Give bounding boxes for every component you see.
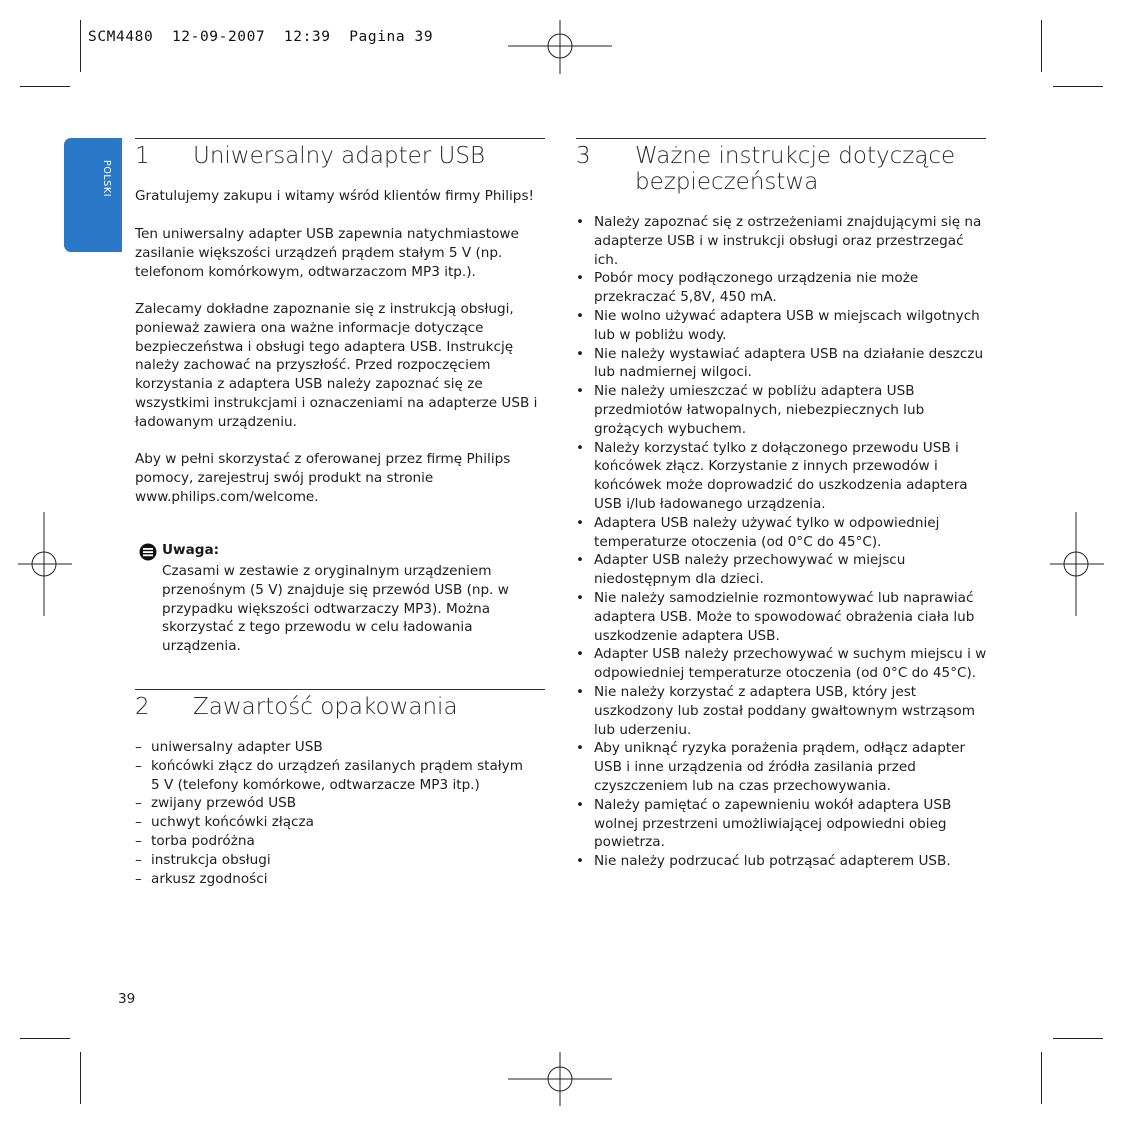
section2-number: 2: [135, 694, 150, 720]
list-item: • Należy korzystać tylko z dołączonego przewodu USB i końcówek złącz. Korzystanie z innych przewodów i końcówek może doprowadzić do uszkodzenia adaptera USB i/lub ładowanego urządzenia.: [576, 439, 988, 514]
list-item: • Nie należy podrzucać lub potrząsać adapterem USB.: [576, 852, 988, 871]
registration-mark-top: [508, 20, 612, 74]
list-item: • Nie należy samodzielnie rozmontowywać lub naprawiać adaptera USB. Może to spowodować obrażenia ciała lub uszkodzenie adaptera USB.: [576, 589, 988, 645]
list-item: • Adapter USB należy przechowywać w suchym miejscu i w odpowiedniej temperaturze otoczenia (od 0°C do 45°C).: [576, 645, 988, 683]
section3-rule: [576, 138, 986, 139]
section1-number: 1: [135, 143, 150, 169]
registration-mark-left: [18, 512, 72, 616]
list-item: • Pobór mocy podłączonego urządzenia nie może przekraczać 5,8V, 450 mA.: [576, 269, 988, 307]
list-item: • Adaptera USB należy używać tylko w odpowiedniej temperaturze otoczenia (od 0°C do 45°C).: [576, 514, 988, 552]
list-item: – zwijany przewód USB: [135, 794, 530, 813]
language-tab: [64, 138, 122, 252]
print-header: SCM4480 12-09-2007 12:39 Pagina 39: [88, 29, 434, 45]
section2-rule: [135, 689, 545, 690]
language-tab-label: POLSKI: [101, 160, 112, 198]
safety-list: [576, 213, 988, 871]
section1-paragraph: Aby w pełni skorzystać z oferowanej przez firmę Philips pomocy, zarejestruj swój produkt na stronie www.philips.com/welcome.: [135, 451, 511, 505]
list-item: – instrukcja obsługi: [135, 851, 530, 870]
list-item: • Nie należy korzystać z adaptera USB, który jest uszkodzony lub został poddany gwałtownym wstrząsom lub uderzeniu.: [576, 683, 988, 739]
section1-paragraph: Gratulujemy zakupu i witamy wśród klientów firmy Philips!: [135, 188, 534, 204]
note-text: Czasami w zestawie z oryginalnym urządzeniem przenośnym (5 V) znajduje się przewód USB (np. w przypadku większości odtwarzaczy MP3). Można skorzystać z tego przewodu w celu ładowania urządzenia.: [162, 563, 509, 655]
section3-title-line2: bezpieczeństwa: [635, 169, 819, 195]
list-item: • Aby uniknąć ryzyka porażenia prądem, odłącz adapter USB i inne urządzenia od źródła zasilania przed czyszczeniem lub na czas przechowywania.: [576, 739, 988, 795]
section2-title: Zawartość opakowania: [193, 694, 458, 720]
section1-title: Uniwersalny adapter USB: [193, 143, 486, 169]
list-item: • Adapter USB należy przechowywać w miejscu niedostępnym dla dzieci.: [576, 551, 988, 589]
section3-title-line1: Ważne instrukcje dotyczące: [635, 143, 956, 169]
page-number: 39: [118, 991, 136, 1007]
list-item: • Należy pamiętać o zapewnieniu wokół adaptera USB wolnej przestrzeni umożliwiającej odpowiedni obieg powietrza.: [576, 796, 988, 852]
section3-number: 3: [576, 143, 591, 169]
registration-mark-right: [1050, 512, 1104, 616]
note-icon: [139, 543, 157, 561]
list-item: – uchwyt końcówki złącza: [135, 813, 530, 832]
contents-list: [135, 738, 530, 888]
list-item: – torba podróżna: [135, 832, 530, 851]
section1-paragraph: Zalecamy dokładne zapoznanie się z instrukcją obsługi, ponieważ zawiera ona ważne informacje dotyczące bezpieczeństwa i obsługi tego adaptera USB. Instrukcję należy zachować na przyszłość. Przed rozpoczęciem korzystania z adaptera USB należy zapoznać się ze wszystkimi instrukcjami i oznaczeniami na adapterze USB i ładowanym urządzeniu.: [135, 301, 538, 430]
list-item: – arkusz zgodności: [135, 870, 530, 889]
list-item: – uniwersalny adapter USB: [135, 738, 530, 757]
section1-paragraph: Ten uniwersalny adapter USB zapewnia natychmiastowe zasilanie większości urządzeń prądem stałym 5 V (np. telefonom komórkowym, odtwarzaczom MP3 itp.).: [135, 226, 519, 280]
list-item: – końcówki złącz do urządzeń zasilanych prądem stałym 5 V (telefony komórkowe, odtwarzacze MP3 itp.): [135, 757, 530, 795]
list-item: • Nie wolno używać adaptera USB w miejscach wilgotnych lub w pobliżu wody.: [576, 307, 988, 345]
section1-rule: [135, 138, 545, 139]
note-title: Uwaga:: [162, 542, 220, 558]
registration-mark-bottom: [508, 1052, 612, 1106]
list-item: • Nie należy umieszczać w pobliżu adaptera USB przedmiotów łatwopalnych, niebezpiecznych lub grożących wybuchem.: [576, 382, 988, 438]
list-item: • Nie należy wystawiać adaptera USB na działanie deszczu lub nadmiernej wilgoci.: [576, 345, 988, 383]
list-item: • Należy zapoznać się z ostrzeżeniami znajdującymi się na adapterze USB i w instrukcji obsługi oraz przestrzegać ich.: [576, 213, 988, 269]
